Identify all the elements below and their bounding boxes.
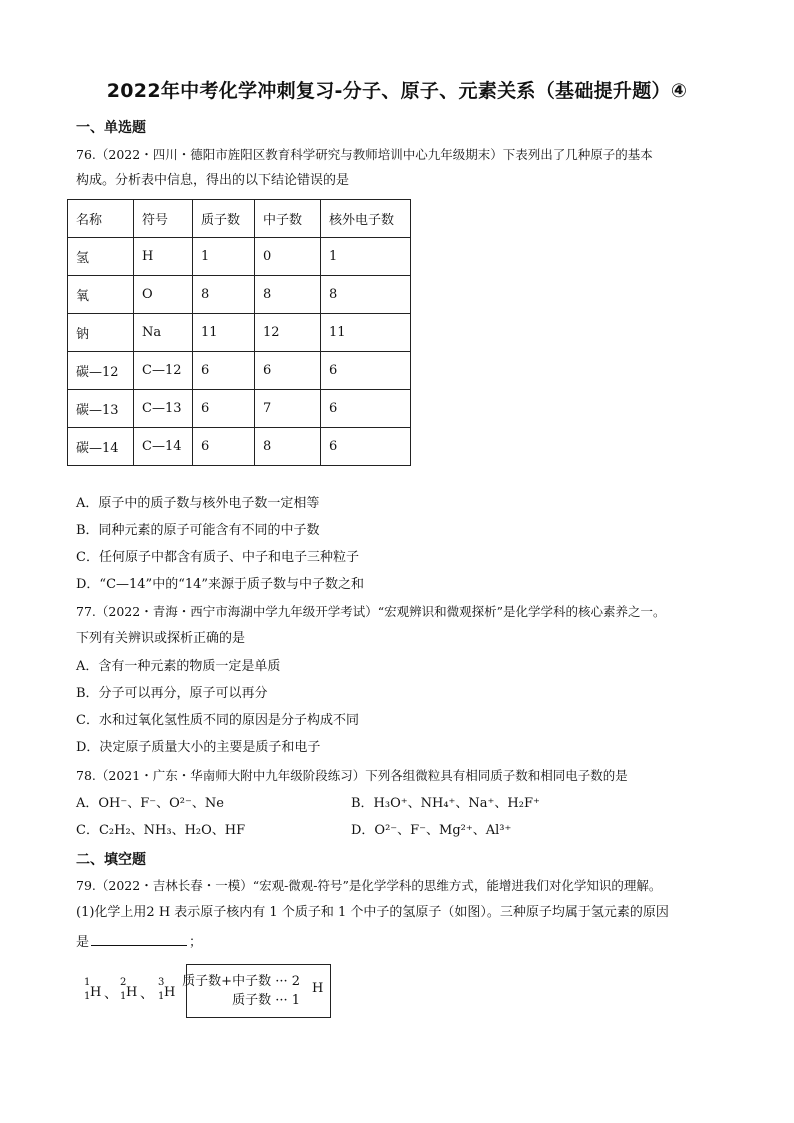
table-header-cell: 质子数 — [193, 200, 255, 238]
table-cell: 碳—13 — [68, 390, 134, 428]
table-cell: 碳—12 — [68, 352, 134, 390]
element-symbol: H — [312, 981, 324, 996]
q78-stem: 78.（2021・广东・华南师大附中九年级阶段练习）下列各组微粒具有相同质子数和相同电子数的是 — [76, 768, 628, 783]
element-symbol: H — [126, 985, 138, 1000]
separator: 、 — [140, 986, 154, 1002]
q79-part1-answer-line — [76, 931, 202, 952]
table-cell: 11 — [193, 314, 255, 352]
table-cell: 氢 — [68, 238, 134, 276]
mass-number: 2 — [120, 977, 127, 988]
section-heading-fill-blank: 二、填空题 — [76, 852, 146, 868]
hydrogen-isotope-protium — [84, 977, 118, 1011]
isotope-notation-diagram — [182, 964, 331, 1018]
page-title: 2022年中考化学冲刺复习-分子、原子、元素关系（基础提升题）④ — [106, 80, 688, 102]
mass-number-label: 质子数+中子数 ··· 2 — [182, 974, 300, 989]
q77-option-a: A．含有一种元素的物质一定是单质 — [76, 659, 281, 674]
answer-blank[interactable] — [91, 931, 187, 946]
q79-part1-suffix: ； — [189, 935, 203, 950]
atomic-number: 1 — [120, 991, 127, 1002]
q77-stem-line2: 下列有关辨识或探析正确的是 — [76, 631, 246, 646]
q78-option-b: B．H₃O⁺、NH₄⁺、Na⁺、H₂F⁺ — [351, 796, 540, 811]
table-cell: C—12 — [134, 352, 193, 390]
table-cell: 6 — [193, 390, 255, 428]
table-row — [68, 238, 411, 276]
table-cell: 7 — [255, 390, 321, 428]
table-cell: 氧 — [68, 276, 134, 314]
table-row — [68, 390, 411, 428]
table-cell: Na — [134, 314, 193, 352]
hydrogen-isotope-deuterium — [120, 977, 154, 1011]
deuterium-symbol — [306, 977, 326, 1005]
separator: 、 — [104, 986, 118, 1002]
table-cell: 6 — [321, 352, 411, 390]
table-cell: 12 — [255, 314, 321, 352]
q76-option-c: C．任何原子中都含有质子、中子和电子三种粒子 — [76, 550, 359, 565]
table-cell: C—13 — [134, 390, 193, 428]
table-header-cell: 符号 — [134, 200, 193, 238]
q78-option-d: D．O²⁻、F⁻、Mg²⁺、Al³⁺ — [351, 823, 512, 838]
table-cell: C—14 — [134, 428, 193, 466]
table-header-cell: 名称 — [68, 200, 134, 238]
table-cell: 8 — [255, 428, 321, 466]
q78-option-c: C．C₂H₂、NH₃、H₂O、HF — [76, 823, 246, 838]
atomic-number: 1 — [158, 991, 165, 1002]
table-header-cell: 中子数 — [255, 200, 321, 238]
q79-part1: (1)化学上用2 H 表示原子核内有 1 个质子和 1 个中子的氢原子（如图）。三种原子均属于氢元素的原因 — [76, 905, 669, 920]
table-header-row — [68, 200, 411, 238]
table-cell: 0 — [255, 238, 321, 276]
table-cell: 6 — [193, 428, 255, 466]
table-row — [68, 276, 411, 314]
table-cell: 6 — [321, 428, 411, 466]
mass-number: 1 — [84, 977, 91, 988]
proton-number-label: 质子数 ··· 1 — [232, 993, 300, 1008]
atomic-number: 1 — [84, 991, 91, 1002]
element-symbol: H — [164, 985, 176, 1000]
q76-option-b: B．同种元素的原子可能含有不同的中子数 — [76, 523, 320, 538]
table-cell: 6 — [321, 390, 411, 428]
q77-option-c: C．水和过氧化氢性质不同的原因是分子构成不同 — [76, 713, 359, 728]
table-cell: 碳—14 — [68, 428, 134, 466]
table-cell: 1 — [321, 238, 411, 276]
hydrogen-isotope-tritium — [158, 977, 178, 1011]
atom-composition-table — [67, 199, 411, 466]
table-cell: 8 — [193, 276, 255, 314]
table-row — [68, 428, 411, 466]
table-cell: 6 — [255, 352, 321, 390]
table-cell: 6 — [193, 352, 255, 390]
q77-option-b: B．分子可以再分，原子可以再分 — [76, 686, 268, 701]
q79-stem: 79.（2022・吉林长春・一模）“宏观-微观-符号”是化学学科的思维方式，能增进我们对化学知识的理解。 — [76, 878, 662, 893]
table-cell: O — [134, 276, 193, 314]
table-cell: 8 — [255, 276, 321, 314]
q77-stem-line1: 77.（2022・青海・西宁市海湖中学九年级开学考试）“宏观辨识和微观探析”是化学学科的核心素养之一。 — [76, 604, 666, 619]
q78-option-a: A．OH⁻、F⁻、O²⁻、Ne — [76, 796, 224, 811]
table-cell: H — [134, 238, 193, 276]
q76-option-d: D．“C—14”中的“14”来源于质子数与中子数之和 — [76, 577, 365, 592]
table-cell: 8 — [321, 276, 411, 314]
q76-stem-line1: 76.（2022・四川・德阳市旌阳区教育科学研究与教师培训中心九年级期末）下表列出了几种原子的基本 — [76, 147, 653, 162]
table-row — [68, 314, 411, 352]
q76-stem-line2: 构成。分析表中信息，得出的以下结论错误的是 — [76, 173, 350, 188]
table-row — [68, 352, 411, 390]
element-symbol: H — [90, 985, 102, 1000]
table-cell: 1 — [193, 238, 255, 276]
table-header-cell: 核外电子数 — [321, 200, 411, 238]
q76-option-a: A．原子中的质子数与核外电子数一定相等 — [76, 496, 320, 511]
section-heading-single-choice: 一、单选题 — [76, 120, 146, 136]
q77-option-d: D．决定原子质量大小的主要是质子和电子 — [76, 740, 321, 755]
table-cell: 钠 — [68, 314, 134, 352]
q79-part1-prefix: 是 — [76, 935, 90, 950]
mass-number: 3 — [158, 977, 165, 988]
table-cell: 11 — [321, 314, 411, 352]
